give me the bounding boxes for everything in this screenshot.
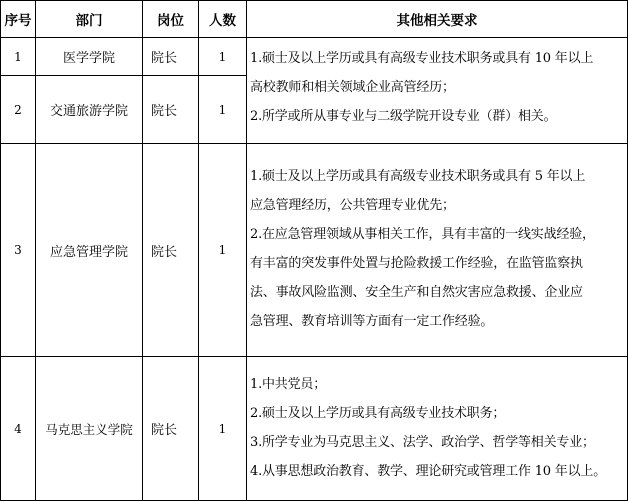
- header-index: 序号: [1, 1, 36, 38]
- row-dept: 医学学院: [36, 38, 143, 76]
- requirement-line: 1.中共党员；: [250, 377, 327, 392]
- row-position: 院长: [143, 38, 199, 76]
- header-row: [1, 1, 628, 38]
- requirement-line: 急管理、教育培训等方面有一定工作经验。: [250, 314, 494, 329]
- row-index: 2: [1, 76, 36, 144]
- row-position: 院长: [143, 144, 199, 357]
- header-requirements: 其他相关要求: [247, 1, 628, 38]
- requirement-line: 3.所学专业为马克思主义、法学、政治学、哲学等相关专业；: [250, 435, 595, 450]
- row-position: 院长: [143, 357, 199, 501]
- row-index: 3: [1, 144, 36, 357]
- requirement-line: 2.硕士及以上学历或具有高级专业技术职务；: [250, 406, 506, 421]
- row-dept: 交通旅游学院: [36, 76, 143, 144]
- row-dept: 马克思主义学院: [36, 357, 143, 501]
- requirement-line: 1.硕士及以上学历或具有高级专业技术职务或具有 5 年以上: [250, 169, 586, 184]
- row-index: 4: [1, 357, 36, 501]
- row-count: 1: [199, 38, 247, 76]
- row-dept: 应急管理学院: [36, 144, 143, 357]
- requirement-line: 有丰富的突发事件处置与抢险救援工作经验，在监管监察执: [250, 256, 583, 271]
- requirements-cell: [247, 357, 628, 501]
- row-count: 1: [199, 76, 247, 144]
- row-position: 院长: [143, 76, 199, 144]
- header-position: 岗位: [143, 1, 199, 38]
- row-count: 1: [199, 144, 247, 357]
- row-index: 1: [1, 38, 36, 76]
- table-row: [1, 144, 628, 357]
- header-count: 人数: [199, 1, 247, 38]
- requirement-line: 4.从事思想政治教育、教学、理论研究或管理工作 10 年以上。: [250, 464, 607, 479]
- table-row: [1, 38, 628, 76]
- requirement-line: 法、事故风险监测、安全生产和自然灾害应急救援、企业应: [250, 285, 583, 300]
- requirements-cell: [247, 38, 628, 144]
- header-dept: 部门: [36, 1, 143, 38]
- requirement-line: 高校教师和相关领域企业高管经历；: [250, 80, 455, 95]
- requirement-line: 2.在应急管理领域从事相关工作，具有丰富的一线实战经验，: [250, 227, 595, 242]
- requirement-line: 应急管理经历，公共管理专业优先；: [250, 198, 455, 213]
- table-row: [1, 357, 628, 501]
- requirement-line: 1.硕士及以上学历或具有高级专业技术职务或具有 10 年以上: [250, 51, 594, 66]
- row-count: 1: [199, 357, 247, 501]
- requirements-cell: [247, 144, 628, 357]
- requirement-line: 2.所学或所从事专业与二级学院开设专业（群）相关。: [250, 109, 557, 124]
